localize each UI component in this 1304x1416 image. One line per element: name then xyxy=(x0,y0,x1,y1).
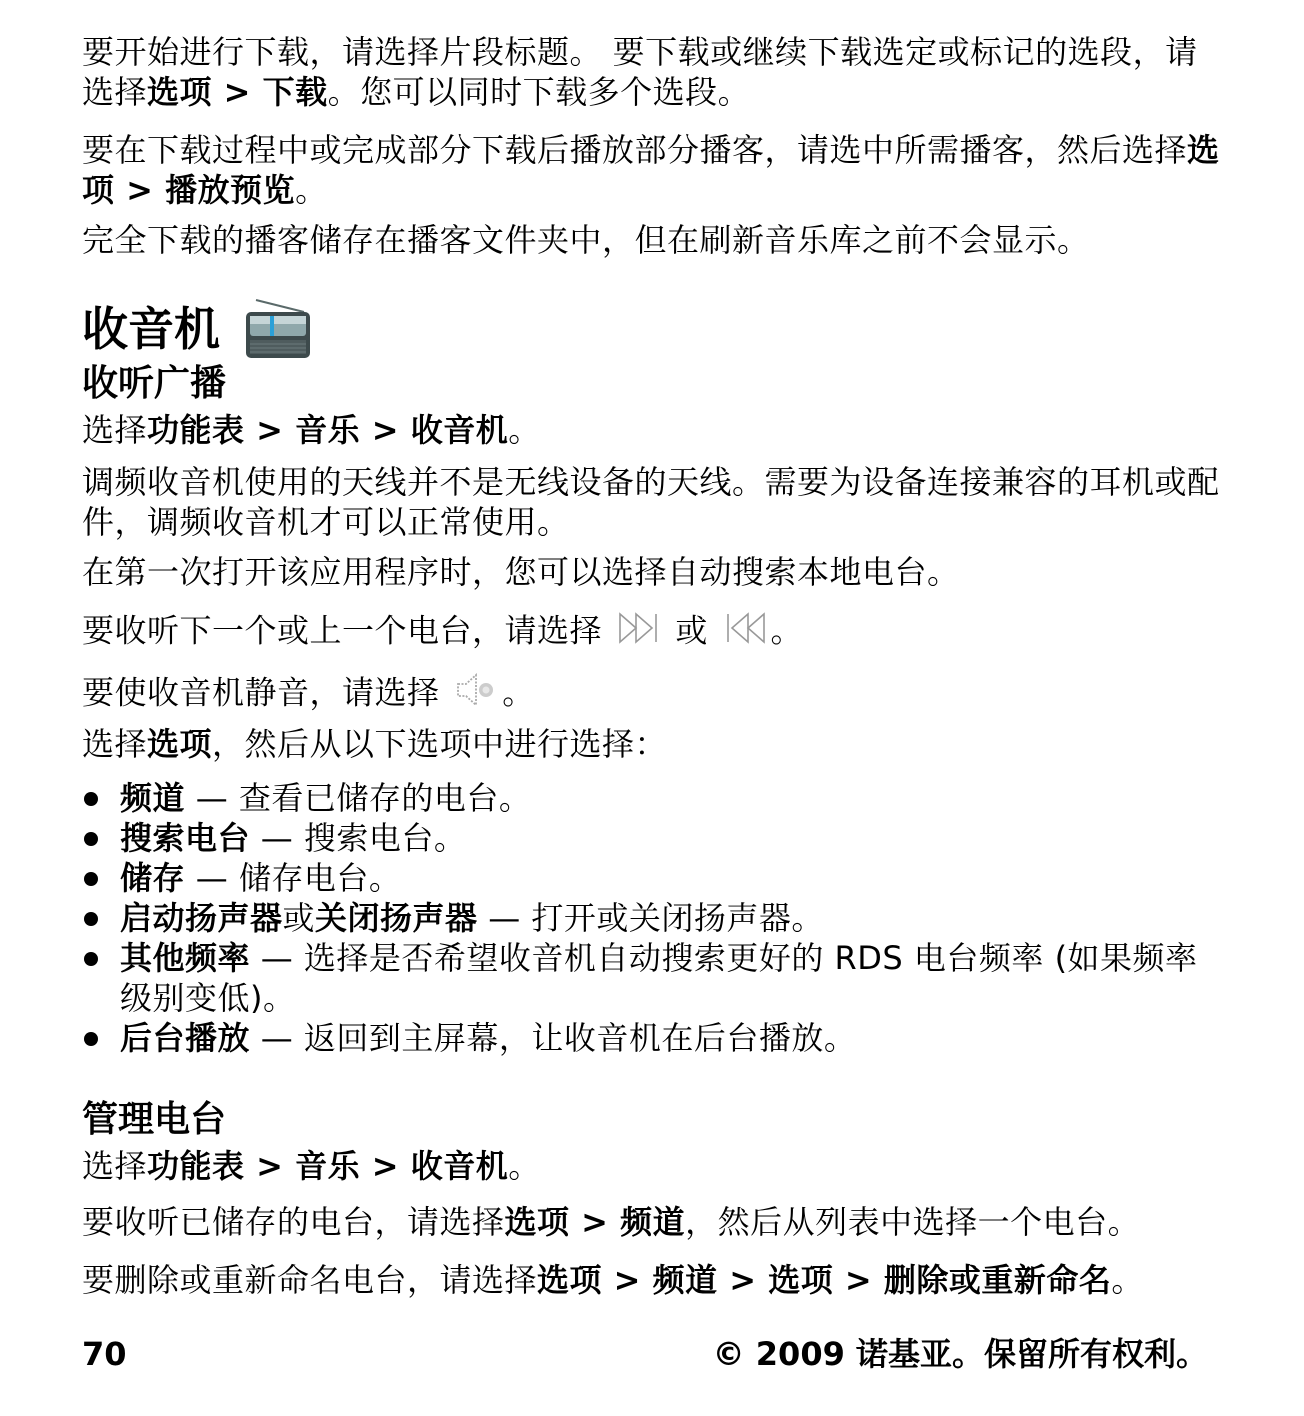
page-number: 70 xyxy=(82,1335,127,1373)
menu-term: 音乐 xyxy=(295,1147,361,1185)
text: 。您可以同时下载多个选段。 xyxy=(327,73,751,111)
section-title-text: 收音机 xyxy=(82,302,220,356)
option-term: 搜索电台 xyxy=(120,819,251,857)
option-term: 频道 xyxy=(120,779,186,817)
option-description: — 打开或关闭扬声器。 xyxy=(477,899,824,937)
subsection-title-manage: 管理电台 xyxy=(82,1099,227,1140)
option-term: 储存 xyxy=(120,859,186,897)
path-separator: > xyxy=(602,1261,653,1299)
paragraph-options-intro xyxy=(82,724,1224,764)
list-item xyxy=(82,818,1224,858)
skip-previous-icon xyxy=(723,610,767,655)
text: 。 xyxy=(508,1147,541,1185)
list-item xyxy=(82,898,1224,938)
option-description: — 选择是否希望收音机自动搜索更好的 RDS 电台频率 (如果频率级别变低)。 xyxy=(120,939,1198,1017)
text: 。 xyxy=(502,673,535,712)
text: 要开始进行下载，请选择片段标题。 要下载或继续下载选定或标记的选段，请选择 xyxy=(82,33,1198,111)
menu-term: 频道 xyxy=(652,1261,718,1299)
text: 。 xyxy=(770,611,804,650)
path-separator: > xyxy=(717,1261,769,1299)
text: 。 xyxy=(508,411,541,449)
path-separator: > xyxy=(244,411,296,449)
text: 选择 xyxy=(82,1147,148,1185)
path-separator: > xyxy=(360,1147,411,1185)
text: 要收听下一个或上一个电台，请选择 xyxy=(82,611,613,650)
menu-term: 选项 xyxy=(504,1203,570,1241)
option-description: — 查看已储存的电台。 xyxy=(185,779,532,817)
bullet xyxy=(84,1032,98,1046)
paragraph-play-preview xyxy=(82,130,1224,210)
text: ，然后从列表中选择一个电台。 xyxy=(685,1203,1141,1241)
list-item xyxy=(82,858,1224,898)
bullet xyxy=(84,952,98,966)
option-description: — 储存电台。 xyxy=(185,859,402,897)
path-separator: > xyxy=(114,171,166,209)
paragraph-mute xyxy=(82,670,1224,719)
path-separator: > xyxy=(244,1147,296,1185)
option-term: 关闭扬声器 xyxy=(315,899,478,937)
menu-term: 下载 xyxy=(262,73,328,111)
menu-term: 删除或重新命名 xyxy=(883,1261,1112,1299)
option-description: — 返回到主屏幕，让收音机在后台播放。 xyxy=(250,1019,857,1057)
paragraph-listen-saved xyxy=(82,1202,1224,1242)
menu-term: 选项 xyxy=(768,1261,834,1299)
text: 要在下载过程中或完成部分下载后播放部分播客，请选中所需播客，然后选择 xyxy=(82,131,1188,169)
option-connector: 或 xyxy=(282,899,316,937)
text: 。 xyxy=(1111,1261,1144,1299)
bullet xyxy=(84,832,98,846)
menu-term: 选项 xyxy=(82,131,1220,209)
menu-term: 收音机 xyxy=(410,411,509,449)
option-term: 启动扬声器 xyxy=(120,899,283,937)
menu-term: 功能表 xyxy=(147,1147,245,1185)
bullet xyxy=(84,872,98,886)
menu-term: 播放预览 xyxy=(165,171,296,209)
menu-term: 收音机 xyxy=(410,1147,509,1185)
text: ，然后从以下选项中进行选择： xyxy=(212,725,668,763)
paragraph-podcast-storage: 完全下载的播客储存在播客文件夹中，但在刷新音乐库之前不会显示。 xyxy=(82,221,1090,259)
text: 。 xyxy=(295,171,328,209)
paragraph-antenna: 调频收音机使用的天线并不是无线设备的天线。需要为设备连接兼容的耳机或配件，调频收音机才可以正常使用。 xyxy=(82,463,1220,541)
menu-term: 音乐 xyxy=(295,411,361,449)
menu-term: 频道 xyxy=(620,1203,686,1241)
menu-term: 选项 xyxy=(147,73,213,111)
menu-path-listen xyxy=(82,410,1224,450)
text: 要删除或重新命名电台，请选择 xyxy=(82,1261,538,1299)
text: 要使收音机静音，请选择 xyxy=(82,673,451,712)
menu-term: 选项 xyxy=(537,1261,603,1299)
bullet xyxy=(84,912,98,926)
bullet xyxy=(84,792,98,806)
path-separator: > xyxy=(833,1261,884,1299)
path-separator: > xyxy=(569,1203,621,1241)
mute-speaker-icon xyxy=(454,670,498,719)
menu-term: 功能表 xyxy=(147,411,245,449)
path-separator: > xyxy=(212,73,263,111)
copyright-notice: © 2009 诺基亚。保留所有权利。 xyxy=(712,1335,1208,1373)
list-item xyxy=(82,1018,1224,1058)
paragraph-next-prev-station xyxy=(82,610,1224,655)
subsection-title-listen: 收听广播 xyxy=(82,363,227,404)
list-item xyxy=(82,938,1224,1018)
option-description: — 搜索电台。 xyxy=(250,819,467,857)
paragraph-delete-rename xyxy=(82,1260,1224,1300)
skip-next-icon xyxy=(617,610,661,655)
path-separator: > xyxy=(360,411,411,449)
menu-term: 选项 xyxy=(147,725,213,763)
list-item xyxy=(82,778,1224,818)
text: 或 xyxy=(664,611,719,650)
option-term: 后台播放 xyxy=(120,1019,251,1057)
option-term: 其他频率 xyxy=(120,939,251,977)
text: 选择 xyxy=(82,725,148,763)
text: 要收听已储存的电台，请选择 xyxy=(82,1203,505,1241)
menu-path-manage xyxy=(82,1146,1224,1186)
paragraph-first-open: 在第一次打开该应用程序时，您可以选择自动搜索本地电台。 xyxy=(82,553,960,591)
text: 选择 xyxy=(82,411,148,449)
radio-icon xyxy=(244,298,312,360)
options-list xyxy=(82,778,1224,1058)
paragraph-download-segments xyxy=(82,32,1224,112)
section-title-radio xyxy=(82,298,312,360)
